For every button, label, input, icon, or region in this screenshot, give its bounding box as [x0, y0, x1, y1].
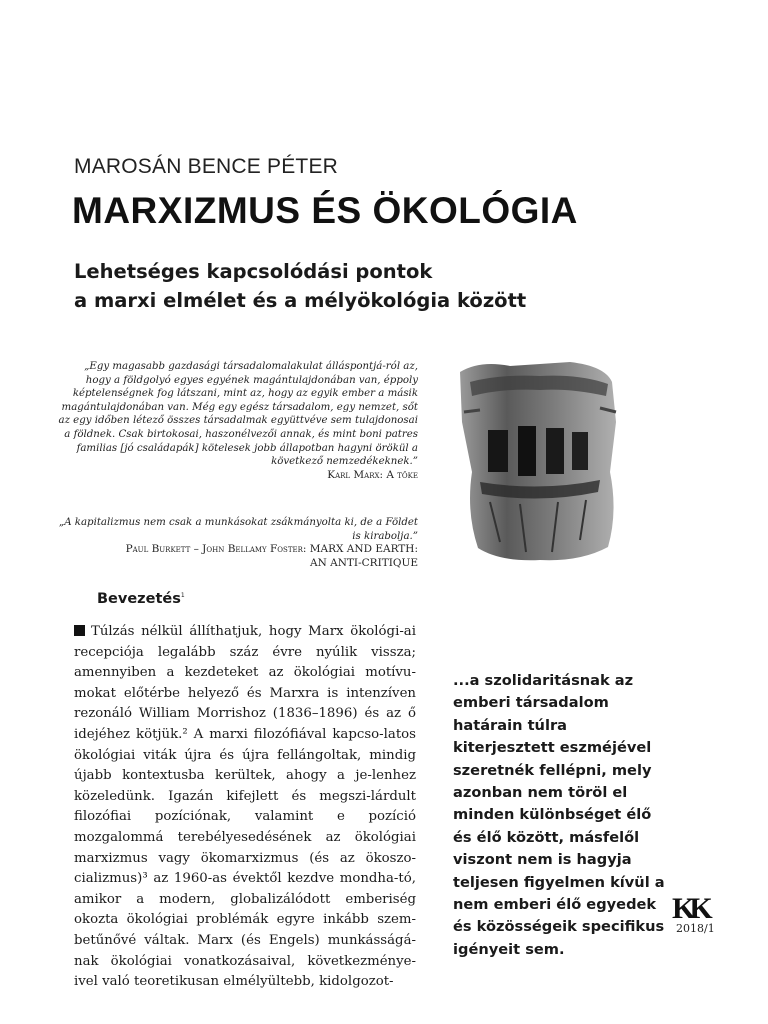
epigraph-2 [58, 516, 418, 570]
body-paragraph-text: Túlzás nélkül állíthatjuk, hogy Marx ökológi-ai recepciója legalább száz évre nyúlik vissza; amennyiben a kezdeteket az ökológiai motívu-mokat előtérbe helyező és Marxra is intenzíven rezonáló William Morrishoz (1836–1896) és az ő idejéhez kötjük.² A marxi filozófiával kapcso-latos ökológiai viták újra és újra fellángoltak, mindig újabb kontextusba kerültek, ahogy a je-lenhez közeledünk. Igazán kifejlett és megszi-lárdult filozófiai pozíciónak, valamint e pozíció mozgalommá terebélyesedésének az ökológiai marxizmus vagy ökomarxizmus (és az ökoszo-cializmus)³ az 1960-as évektől kezdve mondha-tó, amikor a modern, globalizálódott emberiség okozta ökológiai problémák egyre inkább szem-betűnővé váltak. Marx (és Engels) munkásságá-nak ökológiai vonatkozásaival, következménye-ivel való teoretikusan elmélyültebb, kidolgozot- [74, 624, 416, 990]
epigraph-1-text: „Egy magasabb gazdasági társadalomalakulat álláspontjá-ról az, hogy a földgolyó egyes egyének magántulajdonában van, éppoly képtelenségnek fog látszani, mint az, hogy az egyik ember a másik magántulajdonában van. Még egy egész társadalom, egy nemzet, sőt az egy időben létező összes társadalmak együttvéve sem tulajdonosai a földnek. Csak birtokosai, haszonélvezői annak, és mint boni patres familias [jó családapák] kötelesek jobb állapotban hagyni örökül a következő nemzedékeknek.” [58, 361, 418, 468]
sculpture-image [440, 352, 640, 567]
black-square-icon [74, 625, 85, 636]
body-paragraph [74, 622, 416, 993]
journal-logo: KK [672, 892, 707, 925]
article-subtitle [74, 257, 526, 315]
epigraph-2-attribution-line-1: Paul Burkett – John Bellamy Foster: MARX AND EARTH: [125, 543, 418, 556]
pull-quote: ...a szolidaritásnak az emberi társadalom határain túlra kiterjesztett eszméjével szeretnék fellépni, mely azonban nem töröl el minden különbséget élő és élő között, másfelől viszont nem is hagyja teljesen figyelmen kívül a nem emberi élő egyedek és közösségeik specifikus igényeit sem. [453, 672, 665, 958]
epigraph-2-attribution-line-2: AN ANTI-CRITIQUE [310, 556, 418, 569]
article-title: MARXIZMUS ÉS ÖKOLÓGIA [72, 190, 578, 231]
section-heading-text: Bevezetés [97, 591, 181, 607]
epigraph-2-text: „A kapitalizmus nem csak a munkásokat zsákmányolta ki, de a Földet is kirabolja.” [58, 517, 418, 542]
issue-number: 2018/1 [676, 922, 715, 935]
section-footnote-marker: 1 [180, 592, 185, 600]
epigraph-1 [58, 360, 418, 482]
subtitle-line-1: Lehetséges kapcsolódási pontok [74, 260, 433, 283]
epigraph-1-attribution: Karl Marx: A tőke [327, 468, 418, 481]
author-name: MAROSÁN BENCE PÉTER [74, 155, 339, 178]
section-heading [97, 591, 185, 607]
subtitle-line-2: a marxi elmélet és a mélyökológia között [74, 289, 527, 312]
sculpture-illustration [440, 352, 640, 567]
